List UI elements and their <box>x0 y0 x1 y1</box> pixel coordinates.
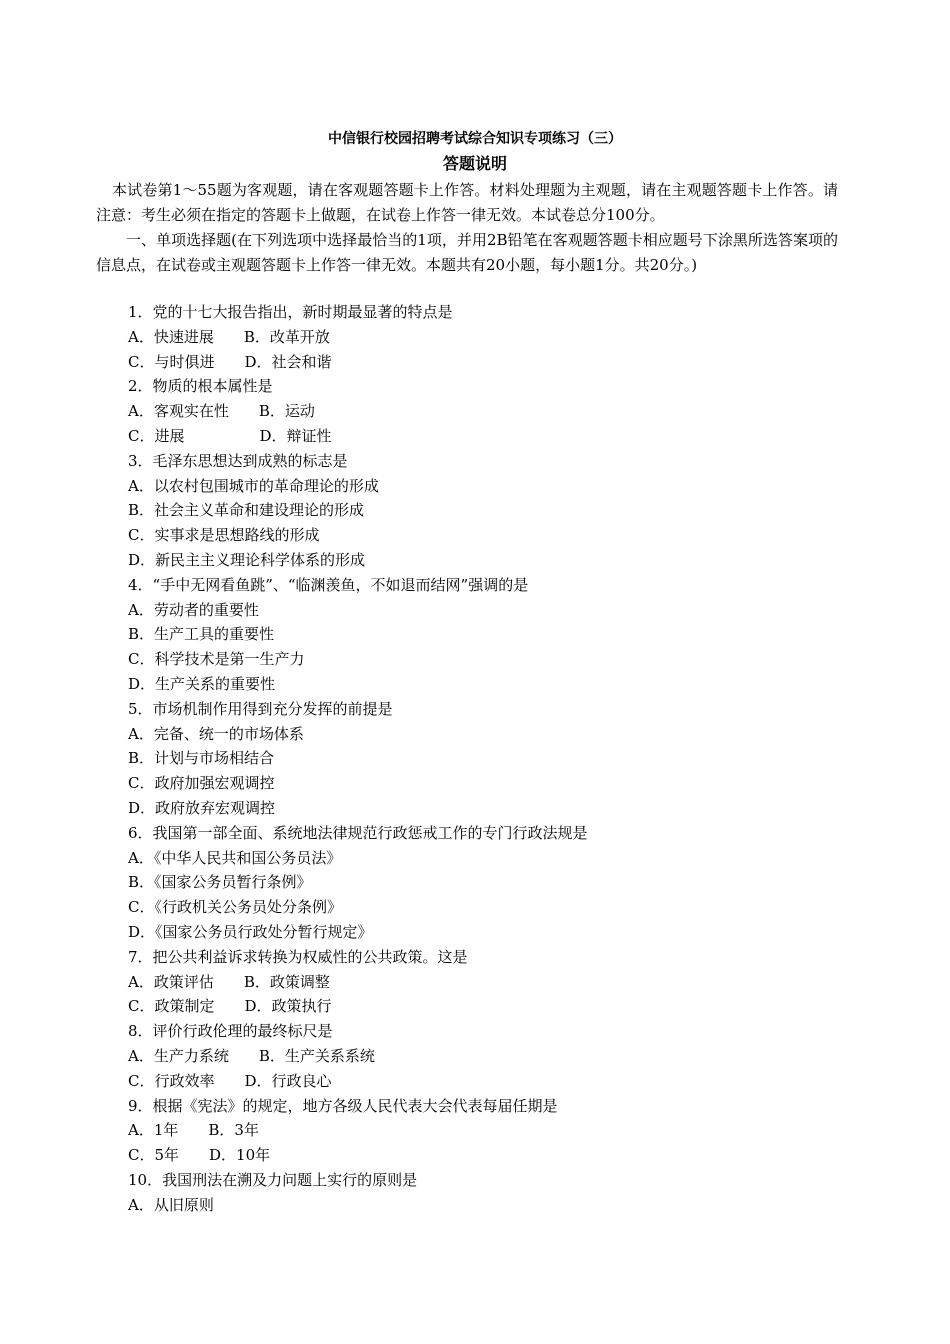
option-line: C．政策制定 D．政策执行 <box>128 997 332 1016</box>
exam-title: 中信银行校园招聘考试综合知识专项练习（三） <box>328 130 622 146</box>
option-line: A．完备、统一的市场体系 <box>128 724 304 743</box>
option-line: C．行政效率 D．行政良心 <box>128 1071 332 1090</box>
option-line: D．《国家公务员行政处分暂行规定》 <box>128 922 373 941</box>
option-line: A．政策评估 B．政策调整 <box>128 972 330 991</box>
option-line: A．《中华人民共和国公务员法》 <box>128 848 342 867</box>
option-line: B．生产工具的重要性 <box>128 625 275 644</box>
question-line: 6．我国第一部全面、系统地法律规范行政惩戒工作的专门行政法规是 <box>128 823 588 842</box>
question-line: 9．根据《宪法》的规定，地方各级人民代表大会代表每届任期是 <box>128 1096 558 1115</box>
question-line: 2．物质的根本属性是 <box>128 377 273 396</box>
option-line: A．生产力系统 B．生产关系系统 <box>128 1046 375 1065</box>
question-line: 4．“手中无网看鱼跳”、“临渊羡鱼，不如退而结网”强调的是 <box>128 575 529 594</box>
option-line: A．以农村包围城市的革命理论的形成 <box>128 476 379 495</box>
option-line: C．实事求是思想路线的形成 <box>128 526 320 545</box>
option-line: C．科学技术是第一生产力 <box>128 650 305 669</box>
option-line: C．5年 D．10年 <box>128 1146 271 1165</box>
question-line: 10．我国刑法在溯及力问题上实行的原则是 <box>128 1170 418 1189</box>
question-line: 3．毛泽东思想达到成熟的标志是 <box>128 451 348 470</box>
question-list <box>128 300 848 1217</box>
question-line: 7．把公共利益诉求转换为权威性的公共政策。这是 <box>128 947 468 966</box>
section-instruction: 一、单项选择题(在下列选项中选择最恰当的1项，并用2B铅笔在客观题答题卡相应题号下涂黑所选答案项的信息点，在试卷或主观题答题卡上作答一律无效。本题共有20小题，每小题1分。共20分。) <box>96 231 838 274</box>
option-line: D．新民主主义理论科学体系的形成 <box>128 550 366 569</box>
option-line: D．政府放弃宏观调控 <box>128 798 276 817</box>
question-line: 1．党的十七大报告指出，新时期最显著的特点是 <box>128 303 453 321</box>
option-line: A．劳动者的重要性 <box>128 600 259 619</box>
option-line: B．社会主义革命和建设理论的形成 <box>128 501 365 520</box>
option-line: A．1年 B．3年 <box>128 1121 259 1140</box>
option-line: C．《行政机关公务员处分条例》 <box>128 898 342 917</box>
option-line: D．生产关系的重要性 <box>128 674 276 693</box>
option-line: C．与时俱进 D．社会和谐 <box>128 352 332 371</box>
option-line: C．进展 D．辩证性 <box>128 426 332 445</box>
option-line: B．计划与市场相结合 <box>128 749 275 768</box>
option-line: A．从旧原则 <box>128 1195 214 1214</box>
option-line: A．快速进展 B．改革开放 <box>128 327 330 346</box>
question-line: 5．市场机制作用得到充分发挥的前提是 <box>128 699 393 718</box>
option-line: C．政府加强宏观调控 <box>128 774 275 793</box>
question-line: 8．评价行政伦理的最终标尺是 <box>128 1022 333 1041</box>
option-line: A．客观实在性 B．运动 <box>128 402 315 421</box>
option-line: B．《国家公务员暂行条例》 <box>128 873 312 892</box>
answer-instructions-heading: 答题说明 <box>442 156 507 173</box>
intro-paragraph: 本试卷第1～55题为客观题，请在客观题答题卡上作答。材料处理题为主观题，请在主观题答题卡上作答。请注意：考生必须在指定的答题卡上做题，在试卷上作答一律无效。本试卷总分100分。 <box>96 181 838 224</box>
